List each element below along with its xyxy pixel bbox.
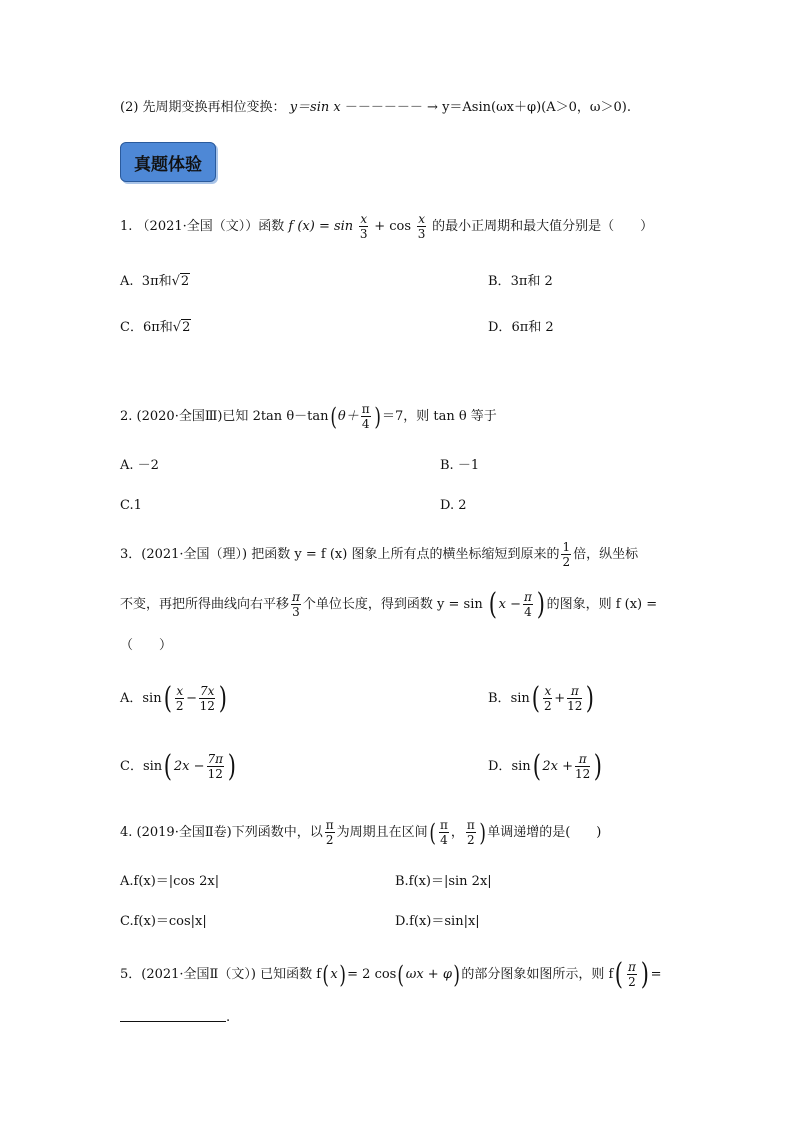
q3-option-c[interactable]: C．sin( 2x − $\frac{7\pi}{12}$ ) [120, 748, 237, 784]
section-badge: 真题体验 [120, 142, 216, 182]
intro-line [120, 98, 631, 118]
q3-option-b[interactable]: B．sin( $\frac{x}{2}$ + $\frac{\pi}{12}$ ) [488, 680, 595, 716]
answer-blank[interactable] [120, 1021, 226, 1022]
arrow-icon: → [427, 100, 438, 115]
q5-stem: 5．(2021·全国Ⅱ（文）) 已知函数 f(x)= 2 cos(ωx + φ)的部分图象如图所示，则 f( $\frac{\pi}{2}$ ) = [120, 956, 662, 992]
q1-tail: 的最小正周期和最大值分别是（ ） [432, 219, 654, 234]
q1-source: （2021·全国（文））函数 [136, 219, 285, 234]
q3-line-3: （ ） [120, 638, 173, 653]
q1-option-b[interactable]: B．3π和 2 [488, 274, 553, 289]
intro-dashes: －－－－－－ [344, 100, 423, 115]
q5-period: . [226, 1010, 231, 1025]
intro-result: y＝Asin(ωx＋φ)(A＞0，ω＞0). [442, 100, 631, 115]
q2-option-b[interactable]: B. －1 [440, 458, 480, 473]
q1-frac-1: $\frac{x}{3}$ [359, 212, 368, 241]
q1-option-a[interactable]: A. 3π和√2 [120, 272, 190, 292]
q4-option-a[interactable]: A.f(x)＝|cos 2x| [120, 874, 220, 889]
q3-line-2: 不变，再把所得曲线向右平移 $\frac{\pi}{3}$ 个单位长度，得到函数 y = sin ( x − $\frac{\pi}{4}$ ) 的图象，则 f (x) = [120, 586, 658, 622]
sqrt-icon: √2 [172, 320, 191, 335]
q2-option-d[interactable]: D. 2 [440, 498, 467, 513]
q1-plus-cos: + cos [374, 219, 412, 234]
q2-option-c[interactable]: C.1 [120, 498, 142, 513]
q1-option-d[interactable]: D．6π和 2 [488, 320, 554, 335]
q2-option-a[interactable]: A. －2 [120, 458, 159, 473]
q3-option-a[interactable]: A．sin( $\frac{x}{2}$ − $\frac{7x}{12}$ ) [120, 680, 228, 716]
q4-stem: 4. (2019·全国Ⅱ卷)下列函数中，以 $\frac{\pi}{2}$ 为周期且在区间( $\frac{\pi}{4}$ ， $\frac{\pi}{2}$ )单调递增的是( ) [120, 818, 602, 847]
q4-option-b[interactable]: B.f(x)＝|sin 2x| [395, 874, 492, 889]
q2-stem: 2. (2020·全国Ⅲ)已知 2tan θ－tan(θ＋ $\frac{\pi}{4}$ )＝7，则 tan θ 等于 [120, 402, 497, 431]
q1-frac-2: $\frac{x}{3}$ [417, 212, 426, 241]
q1-fx: f (x) = sin [288, 219, 354, 234]
q3-line-1: 3．(2021·全国（理）) 把函数 y = f (x) 图象上所有点的横坐标缩短到原来的 $\frac{1}{2}$ 倍，纵坐标 [120, 540, 639, 569]
q3-option-d[interactable]: D．sin( 2x + $\frac{\pi}{12}$ ) [488, 748, 603, 784]
q4-option-c[interactable]: C.f(x)＝cos|x| [120, 914, 207, 929]
q1-option-c[interactable]: C．6π和√2 [120, 318, 191, 338]
q4-option-d[interactable]: D.f(x)＝sin|x| [395, 914, 480, 929]
intro-prefix: (2) 先周期变换再相位变换： [120, 100, 286, 115]
q1-stem [120, 212, 653, 242]
intro-y-sinx: y＝sin x [289, 100, 341, 115]
q1-number: 1. [120, 219, 133, 234]
sqrt-icon: √2 [171, 274, 190, 289]
